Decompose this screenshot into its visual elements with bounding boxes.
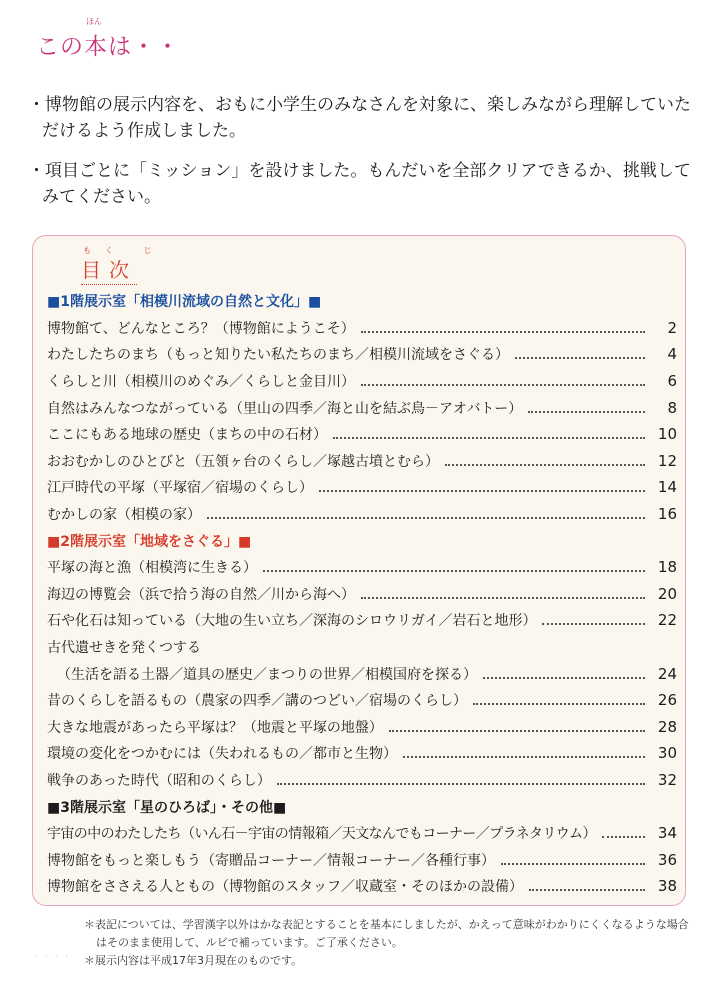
toc-entry-title: 博物館をささえる人ともの（博物館のスタッフ／収蔵室・そのほかの設備） xyxy=(47,879,523,896)
dot-leader xyxy=(389,730,645,732)
toc-section-heading: ■1階展示室「相模川流域の自然と文化」■ xyxy=(47,294,322,311)
toc-entry-title: 江戸時代の平塚（平塚宿／宿場のくらし） xyxy=(47,480,313,497)
toc-entry[interactable] xyxy=(47,687,677,714)
intro-item: ・博物館の展示内容を、おもに小学生のみなさんを対象に、楽しみながら理解していただけるよう作成しました。 xyxy=(28,95,691,141)
faded-stamp: · · · · xyxy=(34,952,71,963)
toc-page-number: 16 xyxy=(657,505,677,524)
dot-leader xyxy=(403,756,645,758)
toc-entry-title: 海辺の博覧会（浜で拾う海の自然／川から海へ） xyxy=(47,586,355,603)
dot-leader xyxy=(528,411,645,413)
toc-entry-title: ここにもある地球の歴史（まちの中の石材） xyxy=(47,427,327,444)
title-ruby: ほん xyxy=(86,17,102,26)
toc-entry[interactable] xyxy=(47,820,677,847)
dot-leader xyxy=(445,464,645,466)
note: ＊展示内容は平成17年3月現在のものです。 xyxy=(84,954,303,967)
toc-entry[interactable] xyxy=(47,581,677,608)
dot-leader xyxy=(501,863,645,865)
toc-entry-title: 博物館をもっと楽しもう（寄贈品コーナー／情報コーナー／各種行事） xyxy=(47,852,495,869)
toc-page-number: 30 xyxy=(657,744,677,763)
toc-page-number: 20 xyxy=(657,584,677,603)
dot-leader xyxy=(263,570,645,572)
toc-page-number: 14 xyxy=(657,478,677,497)
toc-page-number: 26 xyxy=(657,691,677,710)
dot-leader xyxy=(207,517,645,519)
toc-page-number: 28 xyxy=(657,717,677,736)
toc-section-heading: ■2階展示室「地域をさぐる」■ xyxy=(47,533,252,550)
toc-page-number: 2 xyxy=(667,318,677,337)
toc-page-number: 38 xyxy=(657,877,677,896)
toc-entry[interactable] xyxy=(47,714,677,741)
dot-leader xyxy=(473,703,645,705)
dot-leader xyxy=(333,437,645,439)
toc-entry-title: おおむかしのひとびと（五領ヶ台のくらし／塚越古墳とむら） xyxy=(47,453,439,470)
toc-entry[interactable] xyxy=(47,341,677,368)
toc-entry[interactable] xyxy=(47,368,677,395)
toc-entry-title: くらしと川（相模川のめぐみ／くらしと金目川） xyxy=(47,374,355,391)
toc-entry[interactable] xyxy=(47,474,677,501)
notes xyxy=(84,916,694,970)
toc-entry-title: 博物館て、どんなところ？（博物館にようこそ） xyxy=(47,320,355,337)
page-title: この本は・・ xyxy=(36,34,180,60)
toc-page-number: 10 xyxy=(657,425,677,444)
toc-entry-title: 戦争のあった時代（昭和のくらし） xyxy=(47,772,271,789)
dot-leader xyxy=(361,597,645,599)
toc-page-number: 34 xyxy=(657,824,677,843)
toc-page-number: 4 xyxy=(667,345,677,364)
toc-entry[interactable] xyxy=(47,873,677,900)
toc-entry[interactable] xyxy=(47,448,677,475)
toc-entry-title: むかしの家（相模の家） xyxy=(47,507,201,524)
toc-title-ruby: もく じ xyxy=(83,246,166,255)
dot-leader xyxy=(483,677,645,679)
toc-entry-title: 昔のくらしを語るもの（農家の四季／講のつどい／宿場のくらし） xyxy=(47,693,467,710)
toc-page-number: 24 xyxy=(657,664,677,683)
toc-entry-title: 環境の変化をつかむには（失われるもの／都市と生物） xyxy=(47,746,397,763)
toc-entry[interactable] xyxy=(47,740,677,767)
toc-page-number: 6 xyxy=(667,372,677,391)
toc-page-number: 22 xyxy=(657,611,677,630)
toc-entry[interactable] xyxy=(47,501,677,528)
intro xyxy=(28,92,698,214)
toc-title: 目次 xyxy=(81,254,137,283)
toc-entry[interactable] xyxy=(47,767,677,794)
dot-leader xyxy=(602,836,645,838)
toc-entry-title: 大きな地震があったら平塚は？（地震と平塚の地盤） xyxy=(47,719,383,736)
toc-entry[interactable] xyxy=(47,315,677,342)
toc-page-number: 12 xyxy=(657,451,677,470)
dot-leader xyxy=(542,623,645,625)
table-of-contents xyxy=(32,235,686,906)
dot-leader xyxy=(277,783,645,785)
toc-entry[interactable] xyxy=(47,394,677,421)
toc-entry-title: 自然はみんなつながっている（里山の四季／海と山を結ぶ鳥－アオバトー） xyxy=(47,400,523,417)
toc-entry[interactable] xyxy=(47,554,677,581)
dot-leader xyxy=(515,357,645,359)
toc-page-number: 36 xyxy=(657,850,677,869)
toc-list xyxy=(47,288,677,900)
toc-page-number: 18 xyxy=(657,558,677,577)
toc-entry-title: （生活を語る土器／道具の歴史／まつりの世界／相模国府を探る） xyxy=(57,666,477,683)
dot-leader xyxy=(361,384,645,386)
toc-entry[interactable] xyxy=(47,421,677,448)
toc-entry-title: 宇宙の中のわたしたち（いん石－宇宙の情報箱／天文なんでもコーナー／プラネタリウム） xyxy=(47,826,596,843)
note: ＊表記については、学習漢字以外はかな表記とすることを基本にしましたが、かえって意味がわかりにくくなるような場合はそのまま使用して、ルビで補っています。ご了承ください。 xyxy=(84,918,689,949)
toc-entry[interactable] xyxy=(47,607,677,634)
dot-leader xyxy=(361,331,645,333)
toc-entry-title: わたしたちのまち（もっと知りたい私たちのまち／相模川流域をさぐる） xyxy=(47,347,509,364)
toc-section-heading: ■3階展示室「星のひろば」・その他■ xyxy=(47,799,287,816)
toc-page-number: 8 xyxy=(667,398,677,417)
toc-entry[interactable] xyxy=(47,846,677,873)
dot-leader xyxy=(319,490,645,492)
toc-page-number: 32 xyxy=(657,770,677,789)
toc-entry[interactable] xyxy=(47,660,677,687)
dot-leader xyxy=(529,889,645,891)
toc-entry-title: 古代遺せきを発くつする xyxy=(47,640,201,657)
intro-item: ・項目ごとに「ミッション」を設けました。もんだいを全部クリアできるか、挑戦してみてください。 xyxy=(28,161,691,207)
toc-entry-title: 石や化石は知っている（大地の生い立ち／深海のシロウリガイ／岩石と地形） xyxy=(47,613,537,630)
toc-entry-title: 平塚の海と漁（相模湾に生きる） xyxy=(47,560,257,577)
toc-entry[interactable] xyxy=(47,634,677,661)
